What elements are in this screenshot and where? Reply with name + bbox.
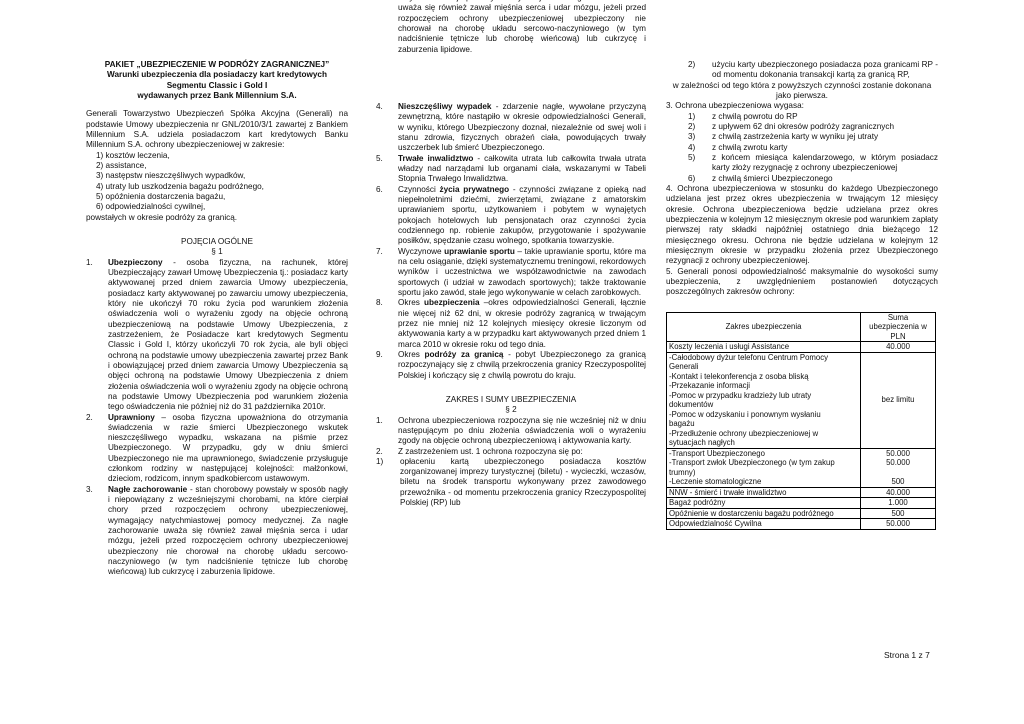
scope-text: Ochrona ubezpieczeniowa rozpoczyna się nie wcześniej niż w dniu następującym po dniu złożenia oświadczenia woli o wyrażeniu zgody na objęcie ochroną ubezpieczeniową i aktywowania karty. — [398, 415, 646, 446]
table-row — [667, 448, 936, 458]
expiry-item — [666, 153, 938, 174]
definition-text: – takie uprawianie sportu, które ma na celu osiąganie, dzięki systematycznemu treningowi, rekordowych wyników i uczestnictwa we współzawodnictwie na zawodach sportowych (i udział w zawodach sportowych); także traktowanie sportu jako zawód, stałe jego wykonywanie w celach zarobkowych. — [398, 246, 646, 297]
definition-text: – osoba fizyczna upoważniona do otrzymania świadczenia w razie śmierci Ubezpieczonego wskutek nieszczęśliwego wypadku, wskazana na piśmie przez Ubezpieczonego. W przypadku, gdy w dniu śmierci Ubezpieczonego nie ma uprawnionego, świadczenie przysługuje członkom rodziny w następującej kolejności: małżonkowi, dzieciom, rodzicom, innym spadkobiercom ustawowym. — [108, 412, 348, 484]
table-cell-value: bez limitu — [861, 352, 936, 448]
table-cell-value: 500 — [861, 508, 936, 519]
column-1 — [86, 60, 348, 583]
assistance-item: -Kontakt i telekonferencja z osoba bliską — [669, 371, 809, 381]
table-row-assistance-group — [667, 352, 936, 448]
item-number: 9. — [376, 349, 383, 359]
intro-item: 4) utraty lub uszkodzenia bagażu podróżnego, — [96, 181, 264, 191]
definition-term: podróży za granicą — [424, 349, 504, 359]
definition-item — [376, 350, 646, 381]
table-header-row — [667, 312, 936, 342]
table-row — [667, 342, 936, 353]
scope-outro: w zależności od tego która z powyższych czynności zostanie dokonana jako pierwsza. — [672, 80, 932, 100]
section-2-title: ZAKRES I SUMY UBEZPIECZENIA — [445, 394, 577, 404]
definition-term: życia prywatnego — [439, 184, 510, 194]
table-row — [667, 487, 936, 498]
definition-item — [86, 413, 348, 485]
assistance-item: -Całodobowy dyżur telefonu Centrum Pomocy Generali — [669, 352, 829, 372]
definition-item — [86, 485, 348, 583]
section-2-paragraph-mark: § 2 — [505, 405, 517, 415]
scope-text: Z zastrzeżeniem ust. 1 ochrona rozpoczyna się po: — [398, 446, 583, 456]
scope-item — [376, 416, 646, 447]
assistance-item: -Pomoc w odzyskaniu i ponownym wysłaniu bagażu — [669, 409, 821, 429]
intro-outro: powstałych w okresie podróży za granicą. — [86, 212, 238, 222]
scope-subitem-text: użyciu karty ubezpieczonego posiadacza poza granicami RP - od momentu dokonania transakcji kartą za granicą RP, — [712, 60, 938, 80]
definition-prefix: Okres — [398, 298, 425, 308]
column-3 — [666, 60, 938, 530]
intro-item: 1) kosztów leczenia, — [96, 150, 170, 160]
sums-insured-table — [666, 312, 936, 530]
table-cell-label: -Leczenie stomatologiczne — [667, 477, 861, 487]
column-2 — [376, 3, 647, 508]
expiry-text: z chwilą zastrzeżenia karty w wyniku jej utraty — [712, 132, 879, 142]
table-cell-value: 40.000 — [861, 342, 936, 353]
scope-subitem — [376, 457, 646, 509]
item-number: 7. — [376, 246, 383, 256]
item-number: 3) — [688, 132, 696, 142]
table-row — [667, 508, 936, 519]
item-number: 1. — [86, 257, 93, 267]
table-cell-label: Koszty leczenia i usługi Assistance — [667, 342, 861, 353]
item-number: 6) — [688, 173, 696, 183]
definition-item — [376, 154, 646, 185]
expiry-text: z chwilą śmierci Ubezpieczonego — [712, 173, 833, 183]
section-1-title: POJĘCIA OGÓLNE — [181, 236, 253, 246]
expiry-item — [666, 132, 938, 142]
definition-term: Uprawniony — [108, 412, 155, 422]
item-number: 1. — [376, 415, 383, 425]
table-row — [667, 519, 936, 530]
expiry-text: z upływem 62 dni okresów podróży zagranicznych — [712, 121, 895, 131]
expiry-item — [666, 122, 938, 132]
table-row — [667, 458, 936, 477]
definition-item — [86, 258, 348, 413]
definition-term: uprawianie sportu — [444, 246, 515, 256]
definition-continuation — [376, 3, 646, 102]
table-row — [667, 498, 936, 509]
definition-text: uważa się również zawał mięśnia serca i udar mózgu, jeżeli przed rozpoczęciem ochrony ubezpieczeniowej ubezpieczony nie chorował na chorobę układu sercowo-naczyniowego (w tym nadciśnienie tętnicze lub chorobę wieńcową) lub cukrzycę i zaburzenia lipidowe. — [398, 3, 646, 54]
expiry-text: z chwilą zwrotu karty — [712, 142, 788, 152]
intro-item: 5) opóźnienia dostarczenia bagażu, — [96, 191, 226, 201]
table-cell-value: 40.000 — [861, 487, 936, 498]
definition-item — [376, 102, 646, 154]
definition-term: Nieszczęśliwy wypadek — [398, 102, 492, 111]
table-header-sum: Suma ubezpieczenia w PLN — [861, 312, 936, 342]
definition-term: Trwałe inwalidztwo — [398, 153, 474, 163]
definition-text: - pobyt Ubezpieczonego za granicą rozpoczynający się z chwilą przekroczenia granicy Rzeczypospolitej Polskiej i kończący się z chwilą powrotu do kraju. — [398, 349, 646, 380]
expiry-item — [666, 174, 938, 184]
expiry-text: z chwilą powrotu do RP — [712, 111, 798, 121]
intro-item: 6) odpowiedzialności cywilnej, — [96, 202, 206, 212]
table-cell-value: 50.000 — [861, 519, 936, 530]
scope-item — [376, 447, 646, 457]
item-number: 6. — [376, 184, 383, 194]
definition-term: Nagłe zachorowanie — [108, 484, 188, 494]
table-cell-label — [667, 352, 861, 448]
definition-item — [376, 185, 646, 247]
definition-prefix: Czynności — [398, 184, 440, 194]
definition-term: ubezpieczenia — [424, 298, 480, 308]
table-cell-label: Odpowiedzialność Cywilna — [667, 519, 861, 530]
table-header-scope: Zakres ubezpieczenia — [667, 312, 861, 342]
item-number: 1) — [688, 111, 696, 121]
item-number: 2) — [688, 121, 696, 131]
table-cell-value: 50.000 — [861, 448, 936, 458]
assistance-item: -Przekazanie informacji — [669, 381, 751, 391]
definition-term: Ubezpieczony — [108, 257, 163, 267]
definition-prefix: Wyczynowe — [398, 246, 445, 256]
item-number: 2. — [86, 412, 93, 422]
intro-item: 2) assistance, — [96, 160, 147, 170]
definition-item — [376, 247, 646, 299]
section-1-paragraph-mark: § 1 — [211, 247, 223, 257]
definition-item — [376, 298, 646, 350]
item-number: 2. — [376, 446, 383, 456]
expiry-heading: 3. Ochrona ubezpieczeniowa wygasa: — [666, 101, 804, 111]
expiry-text: z końcem miesiąca kalendarzowego, w którym posiadacz karty złoży rezygnację z ochrony ubezpieczeniowej — [712, 152, 938, 173]
item-number: 1) — [376, 456, 384, 466]
expiry-item — [666, 143, 938, 153]
table-cell-label: NNW - śmierć i trwałe inwalidztwo — [667, 487, 861, 498]
expiry-item — [666, 112, 938, 122]
document-title: PAKIET „UBEZPIECZENIE W PODRÓŻY ZAGRANICZNEJ” — [104, 60, 330, 69]
coverage-period-paragraph: 4. Ochrona ubezpieczeniowa w stosunku do każdego Ubezpieczonego udzielana jest przez okres ubezpieczenia w trwającym 12 miesięcy okresie. Ochrona ubezpieczeniowa będzie udzielana przez okres ubezpieczenia w kolejnym 12 miesięcznym okresie pod warunkiem zapłaty pierwszej raty składki najpóźniej ostatniego dnia bieżącego 12 miesięcznego okresu. Ochrona nie będzie udzielana w kolejnym 12 miesięcznym okresie w przypadku złożenia przez Ubezpieczonego rezygnacji z ochrony ubezpieczeniowej. — [666, 183, 938, 266]
assistance-item: -Przedłużenie ochrony ubezpieczeniowej w sytuacjach nagłych — [669, 428, 819, 448]
table-row — [667, 477, 936, 487]
liability-paragraph: 5. Generali ponosi odpowiedzialność maksymalnie do wysokości sumy ubezpieczenia, z uwzględnieniem postanowień dotyczących poszczególnych zakresów ochrony: — [666, 266, 938, 297]
definition-text: - osoba fizyczna, na rachunek, której Ubezpieczający zawarł Umowę Ubezpieczenia tj.: posiadacz karty aktywowanej przed dniem zawarcia Umowy ubezpieczenia, posiadacz karty aktywowanej po zawarciu umowy ubezpieczenia, który nie ukończył 70 roku życia pod warunkiem złożenia oświadczenia woli o wyrażeniu zgody na objęcie ochroną ubezpieczeniową na podstawie Umowy Ubezpieczenia, z zastrzeżeniem, że Posiadacze kart kredytowych Segmentu Classic i Gold I, którzy ukończyli 70 rok życia, ale byli objęci ochroną na podstawie umowy ubezpieczenia zawartej przez Bank i obowiązującej przed dniem zawarcia Umowy Ubezpieczenia są objęci ochroną na podstawie Umowy Ubezpieczenia z dniem złożenia oświadczenia woli o wyrażeniu zgody na objęcie ochroną na podstawie Umowy Ubezpieczenia pod warunkiem złożenia tego oświadczenia nie później niż do 31 października 2010r. — [108, 257, 348, 412]
item-number: 4. — [376, 102, 383, 111]
definition-text: - czynności związane z opieką nad niepełnoletnimi dziećmi, zwierzętami, związane z amatorskim uprawianiem sportu, użytkowaniem i pobytem w wynajętych pokojach hotelowych lub pensjonatach oraz czynności życia codziennego np. robienie zakupów, przygotowanie i spożywanie posiłków, spędzanie czasu wolnego, spotkania towarzyskie. — [398, 184, 646, 246]
definition-text: –okres odpowiedzialności Generali, łącznie nie więcej niż 62 dni, w okresie podróży zagranicą w trwającym przez nie mniej niż 12 kolejnych miesięcy okresie liczonym od aktywowania karty a w przypadku kart aktywowanych przed dniem 1 marca 2010 w okresie roku od tego dnia. — [398, 298, 646, 349]
table-cell-value: 50.000 — [861, 458, 936, 477]
definition-text: - całkowita utrata lub całkowita trwała utrata władzy nad narządami lub organami ciała, wskazanymi w Tabeli Stopnia Trwałego Inwalidztwa. — [398, 153, 646, 184]
scope-subitem-text: opłaceniu kartą ubezpieczonego posiadacza kosztów zorganizowanej imprezy turystycznej (biletu) - wycieczki, wczasów, biletu na środek transportu wykonywany przez zawodowego przewoźnika - od momentu przekroczenia granicy Rzeczypospolitej Polskiej (RP) lub — [400, 456, 646, 508]
item-number: 3. — [86, 484, 93, 494]
item-number: 5) — [688, 152, 696, 162]
table-cell-label: -Transport zwłok Ubezpieczonego (w tym zakup trumny) — [667, 458, 861, 477]
item-number: 8. — [376, 298, 383, 308]
definition-prefix: Okres — [398, 349, 425, 359]
definition-text: - stan chorobowy powstały w sposób nagły i niepowiązany z wcześniejszymi chorobami, na które cierpiał chory przed rozpoczęciem ochrony ubezpieczeniowej, wymagający natychmiastowej pomocy medycznej. Za nagłe zachorowanie uważa się również zawał mięśnia serca i udar mózgu, jeżeli przed rozpoczęciem ochrony ubezpieczeniowej ubezpieczony nie chorował na chorobę układu sercowo-naczyniowego (w tym nadciśnienie tętnicze lub chorobę wieńcową) lub cukrzycę i zaburzenia lipidowe. — [108, 484, 349, 577]
document-subtitle: Warunki ubezpieczenia dla posiadaczy kart kredytowych — [107, 70, 327, 80]
item-number: 4) — [688, 142, 696, 152]
definition-text: - zdarzenie nagłe, wywołane przyczyną zewnętrzną, które nastąpiło w okresie odpowiedzialności Generali, w wyniku, którego Ubezpieczony doznał, niezależnie od swej woli i stanu zdrowia, fizycznych obrażeń ciała, powodujących trwały uszczerbek lub śmierć Ubezpieczonego. — [398, 102, 647, 153]
intro-paragraph: Generali Towarzystwo Ubezpieczeń Spółka Akcyjna (Generali) na podstawie Umowy ubezpieczenia nr GNL/2010/3/1 zawartej z Bankiem Millennium S.A. udziela posiadaczom kart kredytowych Banku Millennium S.A. ochrony ubezpieczeniowej w zakresie: — [86, 109, 348, 150]
document-subtitle-segment: Segmentu Classic i Gold I — [166, 80, 268, 90]
table-cell-value: 1.000 — [861, 498, 936, 509]
page-number: Strona 1 z 7 — [884, 650, 930, 660]
item-number: 5. — [376, 153, 383, 163]
item-number: 2) — [688, 60, 696, 69]
intro-item: 3) następstw nieszczęśliwych wypadków, — [96, 171, 246, 181]
table-cell-label: Bagaż podróżny — [667, 498, 861, 509]
assistance-item: -Pomoc w przypadku kradzieży lub utraty dokumentów — [669, 390, 812, 410]
table-cell-value: 500 — [861, 477, 936, 487]
table-cell-label: Opóźnienie w dostarczeniu bagażu podróżnego — [667, 508, 861, 519]
table-cell-label: -Transport Ubezpieczonego — [667, 448, 861, 458]
document-subtitle-bank: wydawanych przez Bank Millennium S.A. — [137, 90, 297, 100]
scope-subitem — [666, 60, 938, 81]
